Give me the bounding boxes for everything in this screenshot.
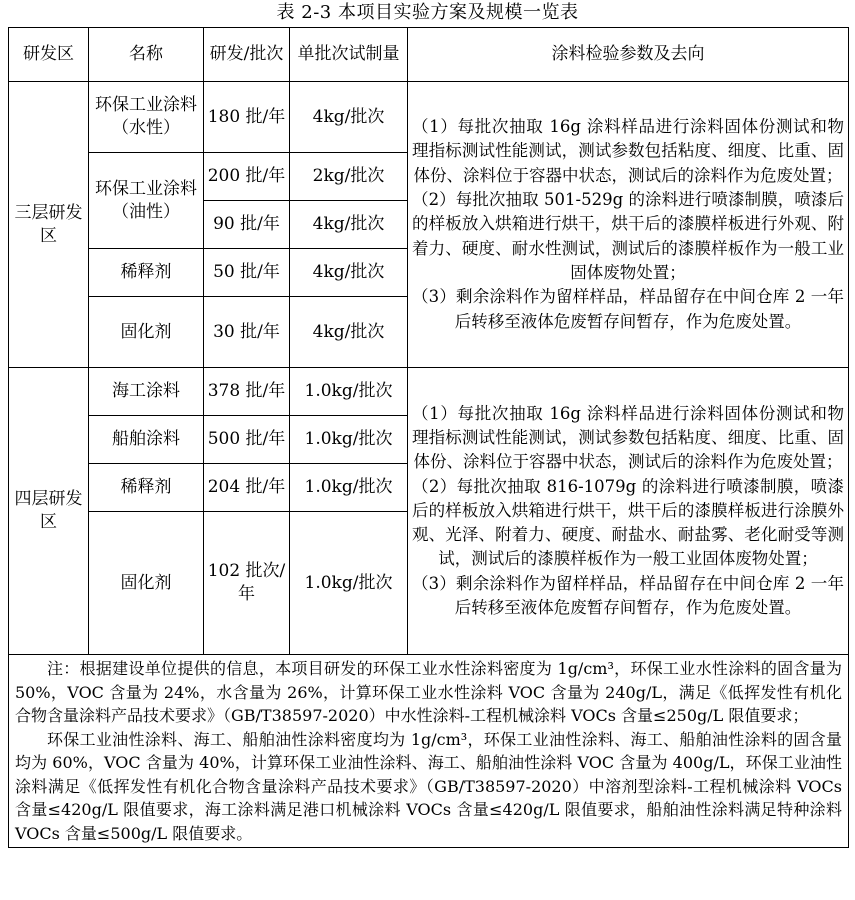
table-row [9,368,849,416]
name-cell: 稀释剂 [89,249,204,297]
per-batch-cell: 1.0kg/批次 [290,464,408,512]
note-paragraph: 环保工业油性涂料、海工、船舶油性涂料密度均为 1g/cm³，环保工业油性涂料、海工、船舶油性涂料的固含量均为 60%，VOC 含量为 40%，计算环保工业油性涂料、海工、船舶油性涂料 VOC 含量为 400g/L，环保工业油性涂料满足《低挥发性有机化合物含量涂料产品技术要求》（GB/T38597-2020）中溶剂型涂料-工程机械涂料 VOCs 含量≤420g/L 限值要求，海工涂料满足港口机械涂料 VOCs 含量≤420g/L 限值要求，船舶油性涂料满足特种涂料 VOCs 含量≤500g/L 限值要求。 [15,729,842,843]
name-cell: 船舶涂料 [89,416,204,464]
batches-cell: 378 批/年 [204,368,290,416]
table-title: 表 2-3 本项目实验方案及规模一览表 [276,2,579,23]
description-cell [408,82,849,368]
header-batches: 研发/批次 [204,28,290,82]
name-cell: 稀释剂 [89,464,204,512]
batches-cell: 90 批/年 [204,201,290,249]
description-cell [408,368,849,655]
per-batch-cell: 1.0kg/批次 [290,416,408,464]
per-batch-cell: 4kg/批次 [290,249,408,297]
header-area: 研发区 [9,28,89,82]
per-batch-cell: 4kg/批次 [290,82,408,153]
per-batch-cell: 2kg/批次 [290,153,408,201]
header-name: 名称 [89,28,204,82]
description-paragraph: （3）剩余涂料作为留样样品，样品留存在中间仓库 2 一年后转移至液体危废暂存间暂存，作为危废处置。 [412,287,844,331]
notes-row [9,655,849,848]
header-params: 涂料检验参数及去向 [408,28,849,82]
batches-cell: 204 批/年 [204,464,290,512]
batches-cell: 50 批/年 [204,249,290,297]
batches-cell: 500 批/年 [204,416,290,464]
area-cell: 三层研发区 [9,82,89,368]
header-per-batch: 单批次试制量 [290,28,408,82]
table-header-row [9,28,849,82]
experiment-plan-table [8,27,849,848]
batches-cell: 200 批/年 [204,153,290,201]
per-batch-cell: 1.0kg/批次 [290,368,408,416]
name-cell: 海工涂料 [89,368,204,416]
name-cell: 环保工业涂料（水性） [89,82,204,153]
description-paragraph: （3）剩余涂料作为留样样品，样品留存在中间仓库 2 一年后转移至液体危废暂存间暂存，作为危废处置。 [412,573,844,618]
name-cell: 环保工业涂料（油性） [89,153,204,249]
note-paragraph: 注：根据建设单位提供的信息，本项目研发的环保工业水性涂料密度为 1g/cm³，环保工业水性涂料的固含量为 50%，VOC 含量为 24%，水含量为 26%，计算环保工业水性涂料 VOC 含量为 240g/L，满足《低挥发性有机化合物含量涂料产品技术要求》（GB/T38597-2020）中水性涂料-工程机械涂料 VOCs 含量≤250g/L 限值要求； [15,659,842,725]
name-cell: 固化剂 [89,512,204,655]
batches-cell: 102 批次/年 [204,512,290,655]
name-cell: 固化剂 [89,297,204,368]
table-row [9,82,849,153]
description-paragraph: （2）每批次抽取 816-1079g 的涂料进行喷漆制膜，喷漆后的样板放入烘箱进行烘干，烘干后的漆膜样板进行涂膜外观、光泽、附着力、硬度、耐盐水、耐盐雾、老化耐受等测试，测试后的漆膜样板作为一般工业固体废物处置； [412,476,844,569]
description-paragraph: （1）每批次抽取 16g 涂料样品进行涂料固体份测试和物理指标测试性能测试，测试参数包括粘度、细度、比重、固体份、涂料位于容器中状态，测试后的涂料作为危废处置； [412,117,844,185]
notes-cell [9,655,849,848]
per-batch-cell: 4kg/批次 [290,201,408,249]
batches-cell: 30 批/年 [204,297,290,368]
per-batch-cell: 1.0kg/批次 [290,512,408,655]
per-batch-cell: 4kg/批次 [290,297,408,368]
batches-cell: 180 批/年 [204,82,290,153]
description-paragraph: （1）每批次抽取 16g 涂料样品进行涂料固体份测试和物理指标测试性能测试，测试参数包括粘度、细度、比重、固体份、涂料位于容器中状态，测试后的涂料作为危废处置； [412,403,844,472]
area-cell: 四层研发区 [9,368,89,655]
description-paragraph: （2）每批次抽取 501-529g 的涂料进行喷漆制膜，喷漆后的样板放入烘箱进行烘干，烘干后的漆膜样板进行外观、附着力、硬度、耐水性测试，测试后的漆膜样板作为一般工业固体废物处置； [412,190,844,282]
